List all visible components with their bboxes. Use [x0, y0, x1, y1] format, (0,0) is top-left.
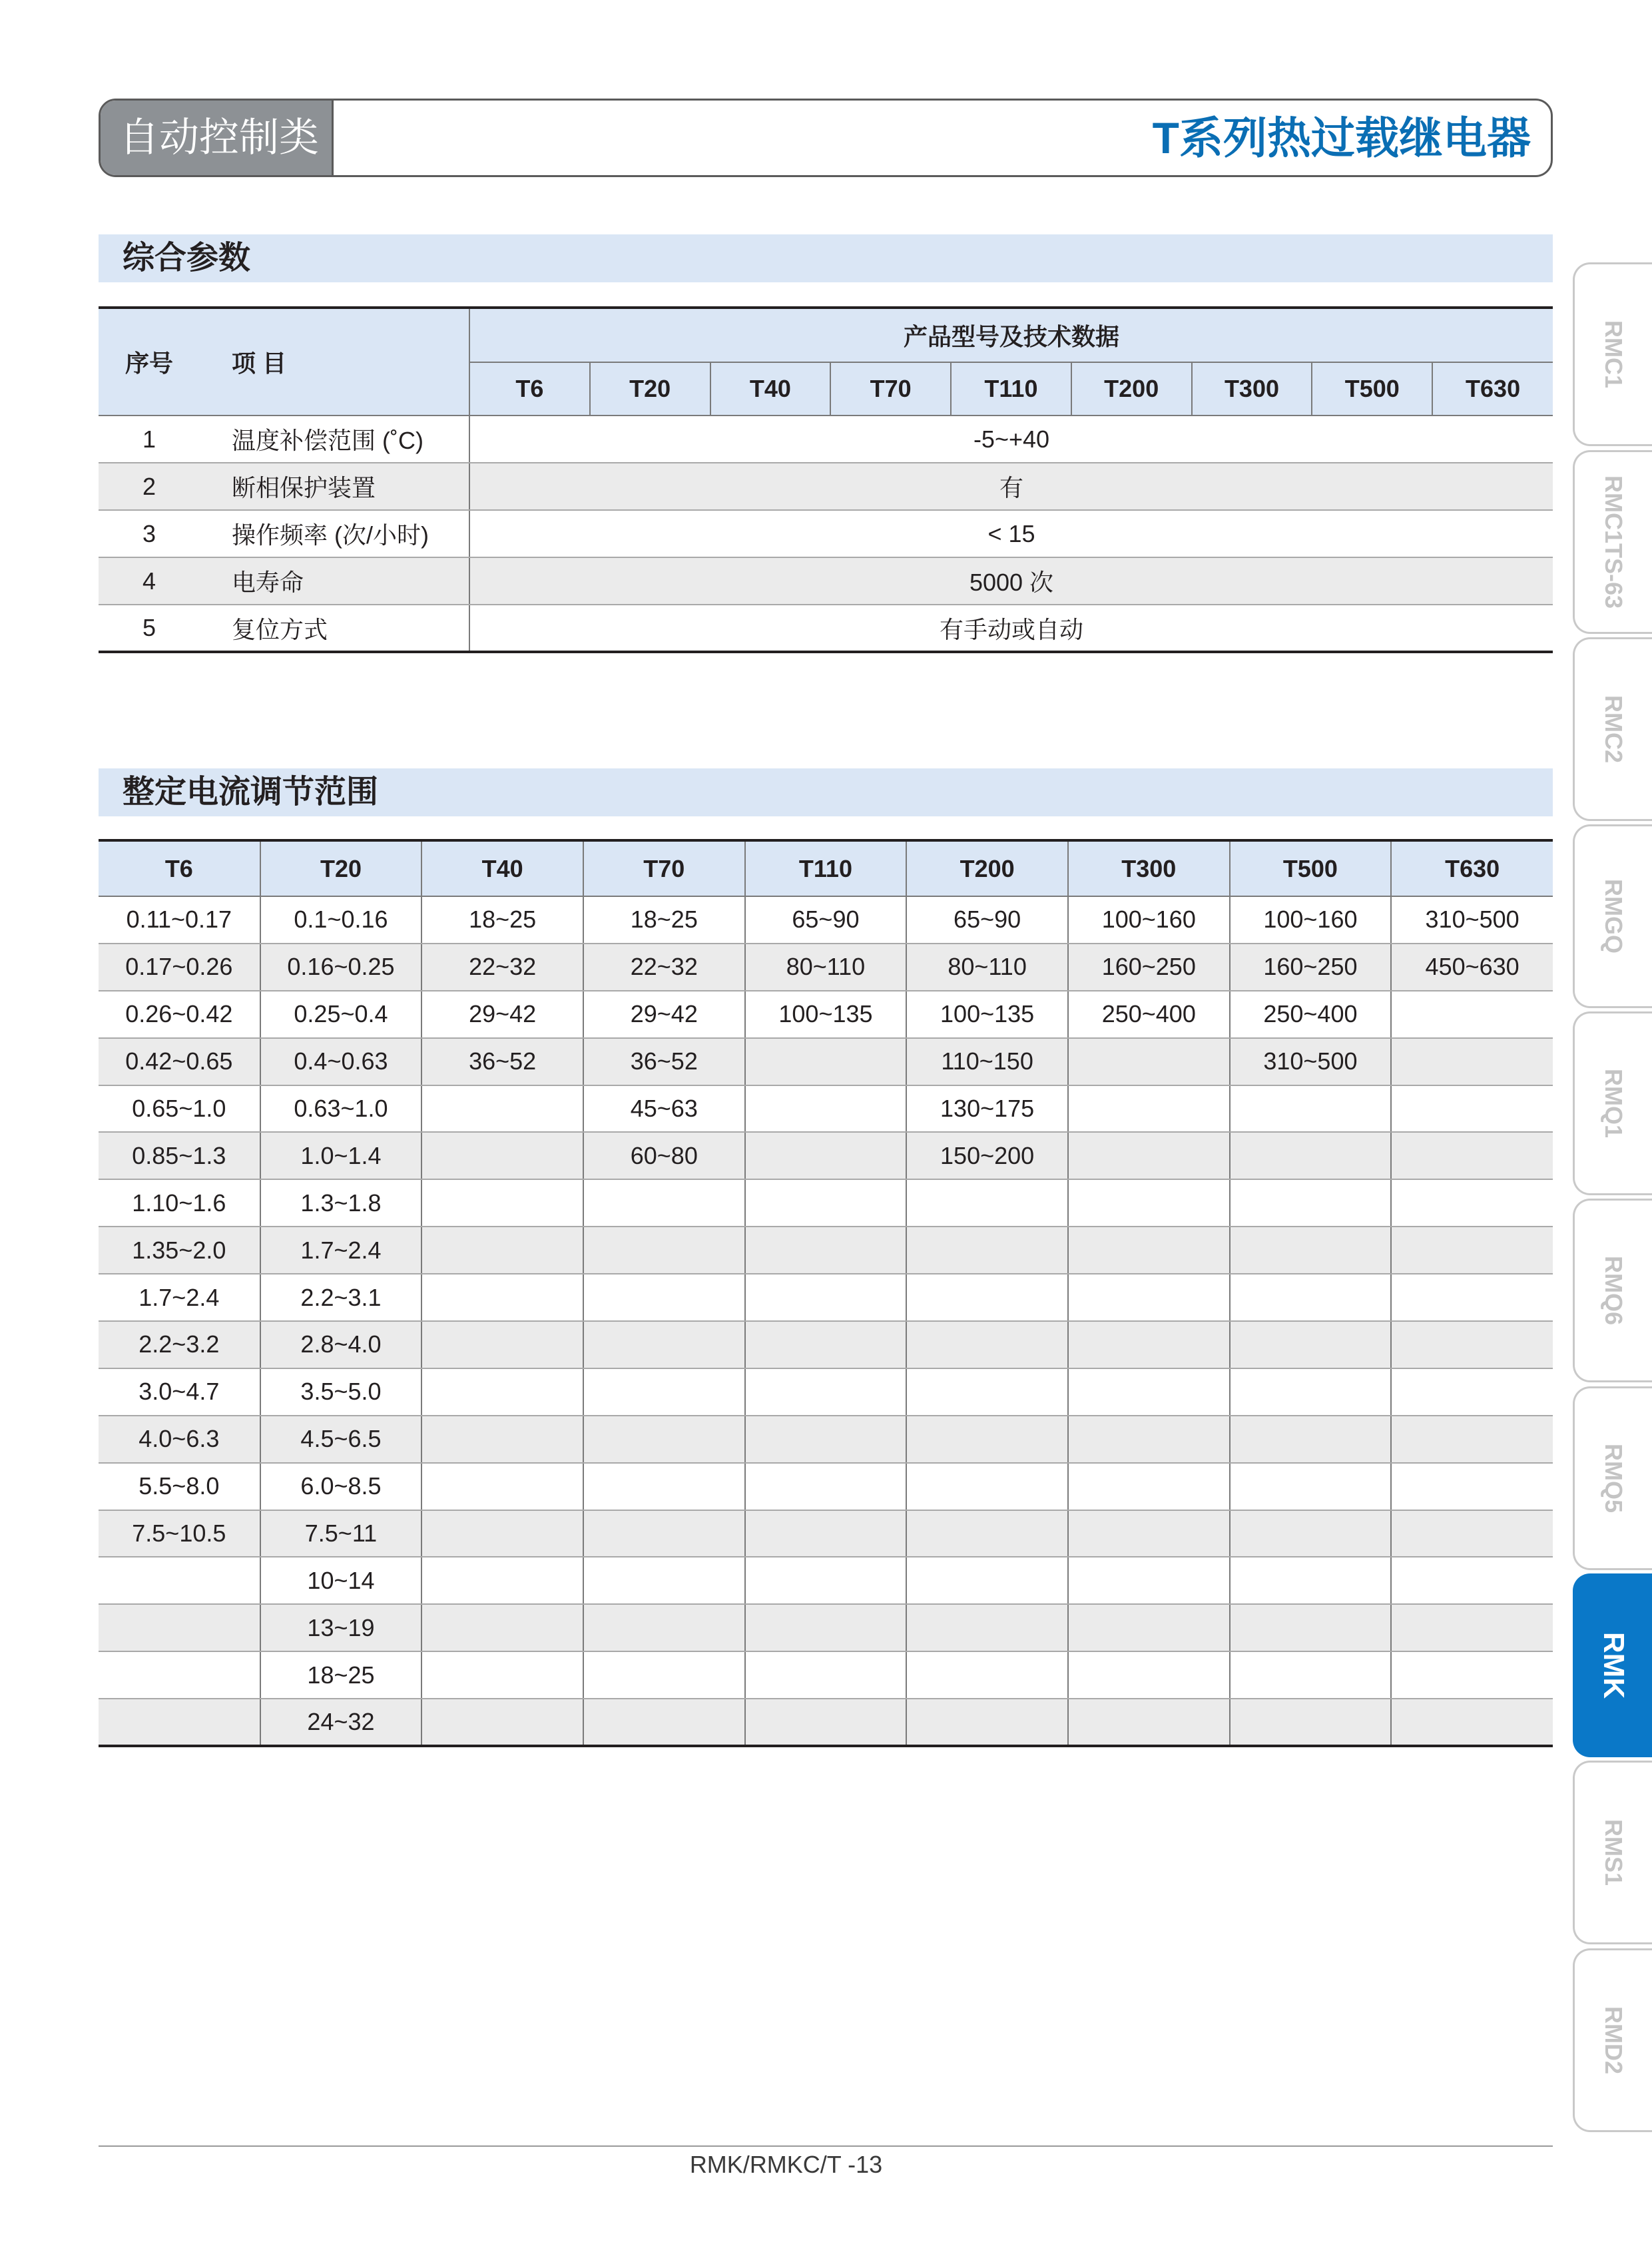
table-cell [421, 1321, 583, 1368]
table-cell: 100~160 [1068, 896, 1230, 944]
table-row [99, 1699, 1553, 1746]
table-cell [1391, 1699, 1553, 1746]
table-cell [906, 1368, 1068, 1416]
table-row [99, 1557, 1553, 1604]
side-tab-rmq6[interactable] [1573, 1199, 1652, 1382]
col-header-model-group: 产品型号及技术数据 [469, 308, 1553, 362]
table-cell [1230, 1463, 1392, 1510]
table-cell [906, 1416, 1068, 1463]
table-cell: 250~400 [1230, 991, 1392, 1038]
table-cell [745, 1227, 907, 1274]
table-cell [583, 1179, 745, 1227]
table-cell: 10~14 [260, 1557, 422, 1604]
table-cell [1391, 1179, 1553, 1227]
col-header-t70: T70 [583, 840, 745, 896]
table-cell [421, 1510, 583, 1557]
table-cell [1068, 1368, 1230, 1416]
table-cell: 0.11~0.17 [99, 896, 260, 944]
table-cell: 2.2~3.2 [99, 1321, 260, 1368]
table-cell [906, 1699, 1068, 1746]
table-cell: 1.35~2.0 [99, 1227, 260, 1274]
table-cell [421, 1274, 583, 1321]
table-cell: 18~25 [421, 896, 583, 944]
col-header-seq: 序号 [99, 308, 232, 416]
page-header [99, 99, 1553, 177]
table-cell: 45~63 [583, 1085, 745, 1133]
row-item: 电寿命 [232, 557, 469, 605]
col-header-t6: T6 [99, 840, 260, 896]
page-number: RMK/RMKC/T -13 [689, 2151, 883, 2178]
table-row [99, 557, 1553, 605]
table-cell [1391, 1368, 1553, 1416]
table-row [99, 605, 1553, 652]
table-cell [906, 1651, 1068, 1699]
table-cell [1391, 1604, 1553, 1651]
table-cell: 1.7~2.4 [99, 1274, 260, 1321]
table-cell [1230, 1085, 1392, 1133]
table-cell [906, 1557, 1068, 1604]
table-cell: 0.26~0.42 [99, 991, 260, 1038]
side-tab-label: RMK [1597, 1631, 1630, 1699]
table-cell [745, 1651, 907, 1699]
table-cell [1068, 1651, 1230, 1699]
table-cell: 80~110 [906, 944, 1068, 991]
table-cell [745, 1038, 907, 1085]
table-cell: 36~52 [583, 1038, 745, 1085]
table-cell [1391, 1510, 1553, 1557]
table-cell: 65~90 [745, 896, 907, 944]
row-seq: 5 [142, 614, 156, 641]
table-cell [583, 1368, 745, 1416]
table-cell [1391, 1321, 1553, 1368]
side-tab-label: RMD2 [1600, 2006, 1627, 2075]
table-cell [1068, 1463, 1230, 1510]
table-cell [1230, 1227, 1392, 1274]
table-row [99, 1038, 1553, 1085]
table-cell [1068, 1321, 1230, 1368]
table-cell [421, 1651, 583, 1699]
side-tab-label: RMC1 [1600, 320, 1627, 389]
table-cell [583, 1321, 745, 1368]
table-cell [583, 1651, 745, 1699]
row-item: 温度补偿范围 (˚C) [232, 416, 469, 463]
section-heading-current-range: 整定电流调节范围 [99, 768, 1553, 816]
table-cell [1068, 1274, 1230, 1321]
table-cell: 2.2~3.1 [260, 1274, 422, 1321]
table-cell [745, 1321, 907, 1368]
table-cell: 36~52 [421, 1038, 583, 1085]
table-row [99, 1179, 1553, 1227]
table-cell: 0.17~0.26 [99, 944, 260, 991]
model-header-t20: T20 [590, 362, 710, 416]
table-cell [1391, 1227, 1553, 1274]
side-tab-label: RMC1TS-63 [1600, 475, 1627, 609]
table-cell: 1.7~2.4 [260, 1227, 422, 1274]
table-cell: 3.0~4.7 [99, 1368, 260, 1416]
table-cell [583, 1510, 745, 1557]
table-row [99, 416, 1553, 463]
table-cell [1391, 991, 1553, 1038]
footer-rule [99, 2145, 1553, 2147]
table-cell [99, 1604, 260, 1651]
col-header-t300: T300 [1068, 840, 1230, 896]
table-row [99, 1416, 1553, 1463]
model-header-t500: T500 [1312, 362, 1432, 416]
side-tab-rmk[interactable] [1573, 1573, 1652, 1757]
table-cell [1068, 1604, 1230, 1651]
side-tab-rms1[interactable] [1573, 1761, 1652, 1944]
col-header-t630: T630 [1391, 840, 1553, 896]
table-cell: 100~135 [906, 991, 1068, 1038]
table-cell [1391, 1557, 1553, 1604]
table-row [99, 1510, 1553, 1557]
table-cell [1391, 1651, 1553, 1699]
side-tab-label: RMQ5 [1600, 1443, 1627, 1514]
table-cell: 100~160 [1230, 896, 1392, 944]
table-cell [745, 1179, 907, 1227]
side-tab-label: RMS1 [1600, 1819, 1627, 1886]
table-cell: 0.16~0.25 [260, 944, 422, 991]
table-cell [1068, 1557, 1230, 1604]
table-cell [99, 1557, 260, 1604]
side-tab-rmgq[interactable] [1573, 824, 1652, 1008]
row-seq: 2 [99, 463, 232, 510]
table-cell [1230, 1132, 1392, 1179]
table-cell [421, 1416, 583, 1463]
col-header-item: 项 目 [232, 308, 469, 416]
table-cell: 160~250 [1068, 944, 1230, 991]
row-item: 断相保护装置 [232, 463, 469, 510]
side-tab-rmc2[interactable] [1573, 637, 1652, 821]
table-cell [583, 1227, 745, 1274]
table-cell [745, 1368, 907, 1416]
row-value: -5~+40 [469, 416, 1553, 463]
table-cell [1230, 1699, 1392, 1746]
table-cell: 29~42 [583, 991, 745, 1038]
model-header-t6: T6 [469, 362, 590, 416]
row-item: 操作频率 (次/小时) [232, 510, 469, 557]
table-cell [745, 1463, 907, 1510]
table-cell: 1.3~1.8 [260, 1179, 422, 1227]
table-cell: 18~25 [583, 896, 745, 944]
table-cell: 6.0~8.5 [260, 1463, 422, 1510]
table-cell [421, 1085, 583, 1133]
table-row [99, 944, 1553, 991]
table-cell: 7.5~10.5 [99, 1510, 260, 1557]
table-cell [421, 1368, 583, 1416]
table-cell: 24~32 [260, 1699, 422, 1746]
model-header-t630: T630 [1432, 362, 1553, 416]
col-header-t40: T40 [421, 840, 583, 896]
table-cell: 0.85~1.3 [99, 1132, 260, 1179]
table-cell: 13~19 [260, 1604, 422, 1651]
col-header-t110: T110 [745, 840, 907, 896]
table-cell [906, 1604, 1068, 1651]
table-cell [583, 1699, 745, 1746]
table-cell [906, 1321, 1068, 1368]
model-header-t110: T110 [951, 362, 1071, 416]
table-cell [1230, 1179, 1392, 1227]
table-cell [1068, 1179, 1230, 1227]
table-cell: 0.65~1.0 [99, 1085, 260, 1133]
section-heading-general-params: 综合参数 [99, 234, 1553, 282]
table-cell [745, 1085, 907, 1133]
table-cell [1391, 1085, 1553, 1133]
table-row [99, 510, 1553, 557]
table-cell [583, 1274, 745, 1321]
side-tab-label: RMC2 [1600, 695, 1627, 764]
table-cell [1391, 1463, 1553, 1510]
side-tab-rmc1ts-63[interactable] [1573, 450, 1652, 634]
table-row [99, 1227, 1553, 1274]
side-tab-label: RMGQ [1600, 879, 1627, 954]
table-cell [421, 1179, 583, 1227]
table-cell [906, 1510, 1068, 1557]
table-cell [421, 1132, 583, 1179]
table-row [99, 896, 1553, 944]
row-value: 有 [469, 463, 1553, 510]
table-row [99, 463, 1553, 510]
row-value: 有手动或自动 [469, 605, 1553, 652]
table-cell [1068, 1416, 1230, 1463]
row-seq: 4 [99, 557, 232, 605]
table-row [99, 1463, 1553, 1510]
table-cell: 130~175 [906, 1085, 1068, 1133]
table-cell: 160~250 [1230, 944, 1392, 991]
table-cell [1068, 1699, 1230, 1746]
current-range-header-row [99, 840, 1553, 896]
table-cell [745, 1274, 907, 1321]
table-cell [1230, 1604, 1392, 1651]
row-seq: 3 [99, 510, 232, 557]
row-item: 复位方式 [232, 615, 328, 643]
table-cell [1230, 1510, 1392, 1557]
table-cell [583, 1604, 745, 1651]
side-tab-rmq5[interactable] [1573, 1386, 1652, 1570]
table-cell: 150~200 [906, 1132, 1068, 1179]
table-cell [1230, 1557, 1392, 1604]
table-cell [1230, 1416, 1392, 1463]
table-cell: 450~630 [1391, 944, 1553, 991]
table-cell: 22~32 [421, 944, 583, 991]
table-cell: 310~500 [1391, 896, 1553, 944]
col-header-t200: T200 [906, 840, 1068, 896]
table-cell [583, 1557, 745, 1604]
row-value: < 15 [469, 510, 1553, 557]
table-cell [1068, 1132, 1230, 1179]
table-row [99, 1085, 1553, 1133]
table-cell [1391, 1274, 1553, 1321]
table-row [99, 1274, 1553, 1321]
table-row [99, 991, 1553, 1038]
side-tab-label: RMQ1 [1600, 1068, 1627, 1139]
table-cell: 3.5~5.0 [260, 1368, 422, 1416]
table-cell [1230, 1274, 1392, 1321]
model-header-t300: T300 [1192, 362, 1312, 416]
table-cell: 0.1~0.16 [260, 896, 422, 944]
table-cell [99, 1699, 260, 1746]
table-cell [421, 1557, 583, 1604]
table-cell: 110~150 [906, 1038, 1068, 1085]
table-cell: 310~500 [1230, 1038, 1392, 1085]
table-cell: 0.63~1.0 [260, 1085, 422, 1133]
table-cell [745, 1416, 907, 1463]
table-cell [421, 1604, 583, 1651]
table-cell: 250~400 [1068, 991, 1230, 1038]
table-cell [906, 1179, 1068, 1227]
table-cell [745, 1510, 907, 1557]
table-cell [99, 1651, 260, 1699]
model-header-t70: T70 [830, 362, 951, 416]
table-cell [421, 1227, 583, 1274]
side-tab-rmc1[interactable] [1573, 262, 1652, 446]
col-header-t20: T20 [260, 840, 422, 896]
table-cell [1391, 1132, 1553, 1179]
table-cell: 65~90 [906, 896, 1068, 944]
side-tab-rmd2[interactable] [1573, 1948, 1652, 2132]
table-cell [1391, 1038, 1553, 1085]
table-cell: 18~25 [260, 1651, 422, 1699]
table-cell [421, 1699, 583, 1746]
table-cell [906, 1274, 1068, 1321]
table-cell [1068, 1227, 1230, 1274]
table-row [99, 1651, 1553, 1699]
table-cell: 7.5~11 [260, 1510, 422, 1557]
table-cell: 2.8~4.0 [260, 1321, 422, 1368]
table-cell: 0.25~0.4 [260, 991, 422, 1038]
side-tab-rmq1[interactable] [1573, 1011, 1652, 1195]
table-cell: 60~80 [583, 1132, 745, 1179]
table-cell: 5.5~8.0 [99, 1463, 260, 1510]
table-cell [906, 1463, 1068, 1510]
table-cell [745, 1557, 907, 1604]
table-cell [1068, 1510, 1230, 1557]
table-cell: 22~32 [583, 944, 745, 991]
table-row [99, 1132, 1553, 1179]
table-row [99, 1368, 1553, 1416]
table-cell: 0.4~0.63 [260, 1038, 422, 1085]
row-value: 5000 次 [469, 557, 1553, 605]
table-cell [906, 1227, 1068, 1274]
table-cell [1230, 1368, 1392, 1416]
table-row [99, 1604, 1553, 1651]
table-cell [421, 1463, 583, 1510]
table-cell [1068, 1038, 1230, 1085]
table-cell: 1.10~1.6 [99, 1179, 260, 1227]
page-title: T系列热过载继电器 [1152, 113, 1531, 162]
table-cell [745, 1132, 907, 1179]
table-cell [745, 1604, 907, 1651]
side-tab-label: RMQ6 [1600, 1255, 1627, 1326]
current-range-table [99, 839, 1553, 1747]
model-header-t200: T200 [1071, 362, 1192, 416]
table-cell [745, 1699, 907, 1746]
table-cell: 1.0~1.4 [260, 1132, 422, 1179]
table-cell [583, 1463, 745, 1510]
table-cell: 29~42 [421, 991, 583, 1038]
model-header-t40: T40 [710, 362, 831, 416]
table-cell: 80~110 [745, 944, 907, 991]
category-label: 自动控制类 [101, 101, 334, 175]
general-params-table [99, 306, 1553, 653]
table-cell [1230, 1651, 1392, 1699]
table-cell [1230, 1321, 1392, 1368]
table-cell: 100~135 [745, 991, 907, 1038]
table-row [99, 1321, 1553, 1368]
table-cell: 0.42~0.65 [99, 1038, 260, 1085]
table-cell [583, 1416, 745, 1463]
table-cell [1391, 1416, 1553, 1463]
row-seq: 1 [99, 416, 232, 463]
table-cell: 4.0~6.3 [99, 1416, 260, 1463]
col-header-t500: T500 [1230, 840, 1392, 896]
table-cell [1068, 1085, 1230, 1133]
table-cell: 4.5~6.5 [260, 1416, 422, 1463]
